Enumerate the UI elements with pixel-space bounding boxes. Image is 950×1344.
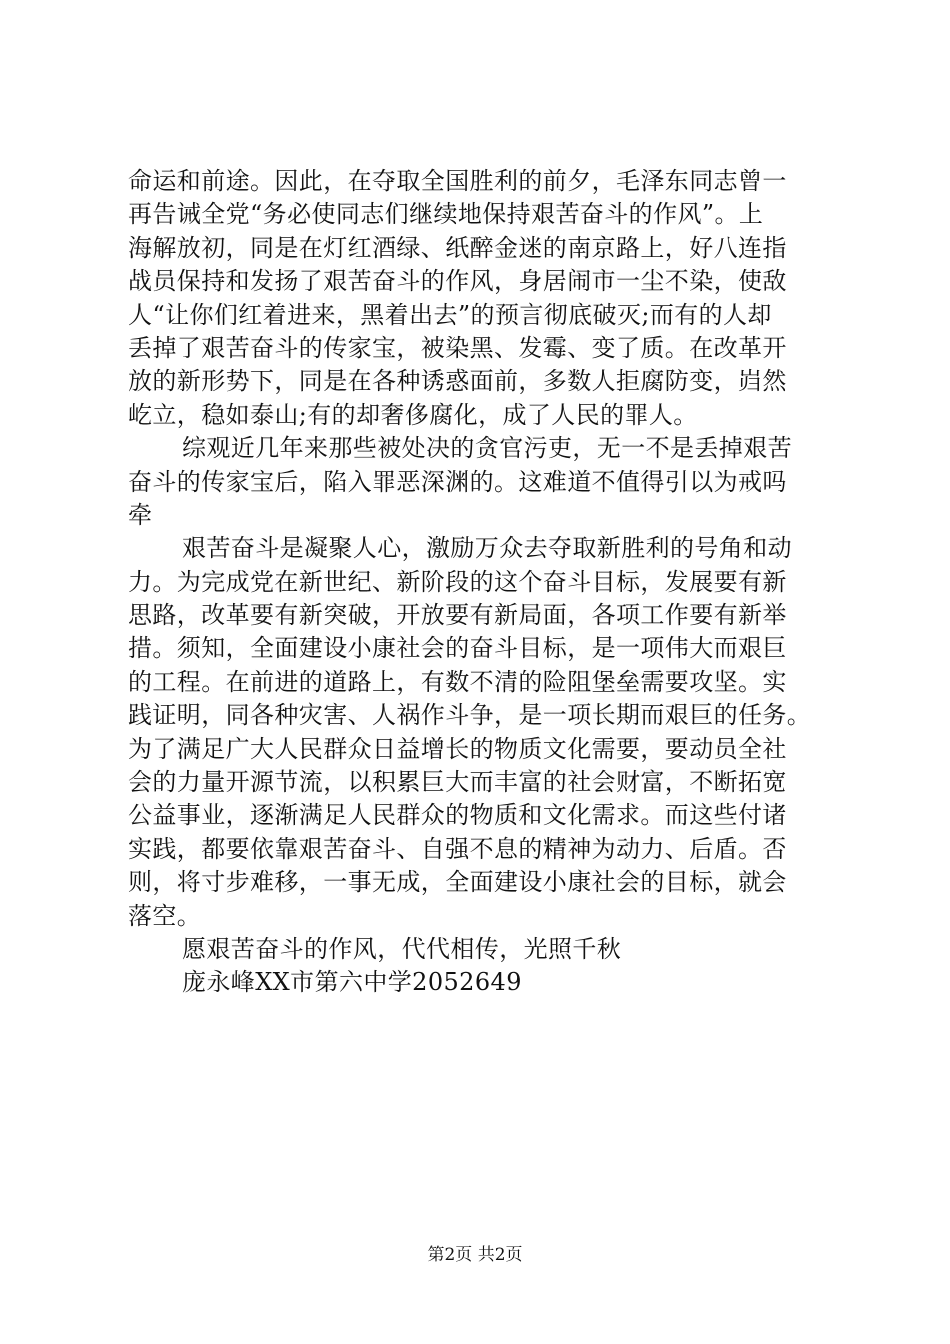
text-line: 思路，改革要有新突破，开放要有新局面，各项工作要有新举 [128,601,787,630]
text-line: 则，将寸步难移，一事无成，全面建设小康社会的目标，就会 [128,868,787,897]
text-line: 力。为完成党在新世纪、新阶段的这个奋斗目标，发展要有新 [128,567,787,596]
text-line: 措。须知，全面建设小康社会的奋斗目标，是一项伟大而艰巨 [128,634,787,663]
text-line: 屹立，稳如泰山;有的却奢侈腐化，成了人民的罪人。 [128,400,698,429]
text-line: 践证明，同各种灾害、人祸作斗争，是一项长期而艰巨的任务。 [128,701,812,730]
closing-line: 愿艰苦奋斗的作风，代代相传，光照千秋 [182,934,622,963]
text-line: 再告诫全党“务必使同志们继续地保持艰苦奋斗的作风”。上 [128,200,764,229]
text-line: 的工程。在前进的道路上，有数不清的险阻堡垒需要攻坚。实 [128,667,787,696]
text-line: 会的力量开源节流，以积累巨大而丰富的社会财富，不断拓宽 [128,768,787,797]
text-line: 战员保持和发扬了艰苦奋斗的作风，身居闹市一尘不染，使敌 [128,267,787,296]
text-line: 落空。 [128,901,202,930]
text-line: 牵 [128,500,153,529]
text-line: 海解放初，同是在灯红酒绿、纸醉金迷的南京路上，好八连指 [128,233,787,262]
text-line: 奋斗的传家宝后，陷入罪恶深渊的。这难道不值得引以为戒吗 [128,467,787,496]
text-line: 丢掉了艰苦奋斗的传家宝，被染黑、发霉、变了质。在改革开 [128,333,787,362]
page-number-footer: 第2页 共2页 [427,1245,523,1265]
text-line: 命运和前途。因此，在夺取全国胜利的前夕，毛泽东同志曾一 [128,167,787,195]
paragraph-first-line: 综观近几年来那些被处决的贪官污吏，无一不是丢掉艰苦 [182,434,792,463]
author-signature: 庞永峰XX市第六中学2052649 [182,968,522,997]
text-line: 实践，都要依靠艰苦奋斗、自强不息的精神为动力、后盾。否 [128,834,787,863]
body-text [128,165,844,1000]
text-line: 公益事业，逐渐满足人民群众的物质和文化需求。而这些付诸 [128,801,787,830]
text-line: 为了满足广大人民群众日益增长的物质文化需要，要动员全社 [128,734,787,763]
text-line: 放的新形势下，同是在各种诱惑面前，多数人拒腐防变，岿然 [128,367,787,396]
paragraph-first-line: 艰苦奋斗是凝聚人心，激励万众去夺取新胜利的号角和动 [182,534,792,563]
text-line: 人“让你们红着进来，黑着出去”的预言彻底破灭;而有的人却 [128,300,772,329]
